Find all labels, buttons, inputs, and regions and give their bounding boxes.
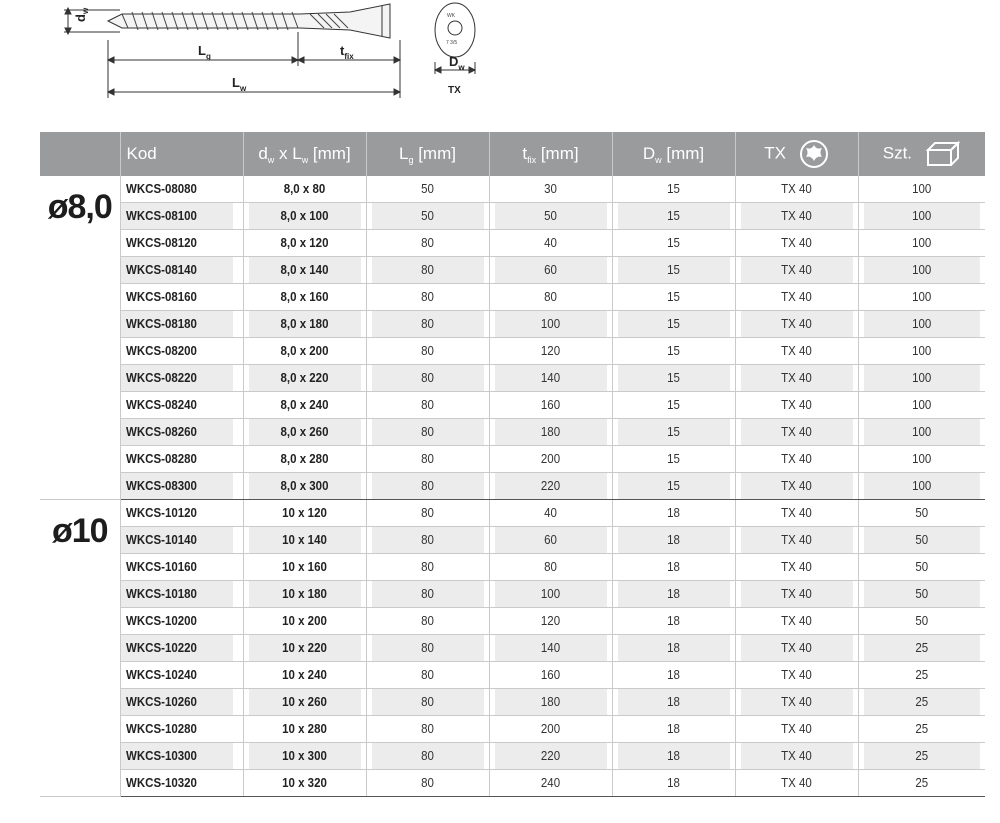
cell-lg: 80 [371, 581, 484, 608]
cell-lg: 80 [371, 716, 484, 743]
cell-tx: TX 40 [740, 176, 853, 203]
table-row [40, 473, 985, 500]
cell-dim: 8,0 x 220 [248, 365, 361, 392]
cell-dim: 8,0 x 80 [248, 176, 361, 203]
diagram-lg-label: L [198, 43, 206, 58]
cell-dw: 15 [617, 230, 730, 257]
cell-dim: 8,0 x 180 [248, 311, 361, 338]
cell-szt: 50 [863, 554, 980, 581]
cell-szt: 100 [863, 392, 980, 419]
cell-szt: 25 [863, 716, 980, 743]
table-row [40, 770, 985, 797]
table-row [40, 554, 985, 581]
cell-tx: TX 40 [740, 770, 853, 797]
table-row [40, 419, 985, 446]
cell-lg: 80 [371, 284, 484, 311]
cell-kod: WKCS-08280 [120, 446, 233, 473]
table-row [40, 500, 985, 527]
cell-lg: 80 [371, 743, 484, 770]
cell-kod: WKCS-10240 [120, 662, 233, 689]
table-row [40, 392, 985, 419]
cell-dim: 8,0 x 200 [248, 338, 361, 365]
cell-dim: 8,0 x 120 [248, 230, 361, 257]
cell-tfix: 120 [494, 338, 607, 365]
cell-kod: WKCS-10320 [120, 770, 233, 797]
cell-lg: 80 [371, 446, 484, 473]
table-row [40, 176, 985, 203]
cell-tfix: 40 [494, 500, 607, 527]
table-row [40, 446, 985, 473]
cell-szt: 25 [863, 770, 980, 797]
cell-tfix: 30 [494, 176, 607, 203]
cell-tx: TX 40 [740, 338, 853, 365]
cell-dw: 15 [617, 392, 730, 419]
cell-dw: 15 [617, 257, 730, 284]
cell-kod: WKCS-10140 [120, 527, 233, 554]
table-row [40, 338, 985, 365]
cell-lg: 80 [371, 473, 484, 500]
cell-tfix: 160 [494, 392, 607, 419]
cell-dim: 10 x 200 [248, 608, 361, 635]
cell-dw: 15 [617, 338, 730, 365]
group-diameter-label: ø8,0 [40, 176, 120, 500]
cell-kod: WKCS-08120 [120, 230, 233, 257]
cell-tx: TX 40 [740, 284, 853, 311]
cell-dim: 10 x 160 [248, 554, 361, 581]
cell-dw: 18 [617, 662, 730, 689]
cell-lg: 80 [371, 392, 484, 419]
header-tx: TX [735, 132, 858, 176]
cell-tx: TX 40 [740, 527, 853, 554]
svg-text:dw [73, 7, 90, 22]
cell-lg: 80 [371, 527, 484, 554]
cell-dim: 10 x 240 [248, 662, 361, 689]
cell-lg: 80 [371, 419, 484, 446]
cell-kod: WKCS-08200 [120, 338, 233, 365]
cell-tx: TX 40 [740, 554, 853, 581]
cell-tx: TX 40 [740, 581, 853, 608]
cell-dw: 15 [617, 311, 730, 338]
cell-dim: 8,0 x 240 [248, 392, 361, 419]
cell-dw: 18 [617, 527, 730, 554]
cell-szt: 100 [863, 257, 980, 284]
cell-szt: 25 [863, 635, 980, 662]
cell-lg: 50 [371, 203, 484, 230]
cell-dim: 8,0 x 100 [248, 203, 361, 230]
diagram-tfix-sub: fix [344, 52, 354, 61]
cell-dw: 15 [617, 473, 730, 500]
cell-dw: 18 [617, 554, 730, 581]
cell-tfix: 40 [494, 230, 607, 257]
table-header-row [40, 132, 985, 176]
cell-kod: WKCS-10280 [120, 716, 233, 743]
cell-szt: 100 [863, 203, 980, 230]
cell-dw: 18 [617, 635, 730, 662]
cell-dw: 18 [617, 743, 730, 770]
cell-lg: 80 [371, 689, 484, 716]
cell-lg: 50 [371, 176, 484, 203]
table-row [40, 311, 985, 338]
table-row [40, 689, 985, 716]
cell-tfix: 140 [494, 365, 607, 392]
diagram-tfix-label: t [340, 43, 345, 58]
cell-szt: 100 [863, 176, 980, 203]
cell-tx: TX 40 [740, 392, 853, 419]
cell-szt: 100 [863, 284, 980, 311]
table-row [40, 365, 985, 392]
table-body [40, 176, 985, 797]
cell-tfix: 100 [494, 581, 607, 608]
cell-kod: WKCS-08260 [120, 419, 233, 446]
table-row [40, 662, 985, 689]
cell-tx: TX 40 [740, 446, 853, 473]
cell-dw: 15 [617, 176, 730, 203]
diagram-lw-sub: w [239, 84, 247, 93]
svg-text:Lw [232, 75, 247, 93]
cell-tfix: 220 [494, 473, 607, 500]
cell-tx: TX 40 [740, 473, 853, 500]
cell-szt: 25 [863, 662, 980, 689]
cell-tx: TX 40 [740, 635, 853, 662]
cell-tfix: 180 [494, 419, 607, 446]
header-dw: $D_w$ [mm] [612, 132, 735, 176]
table-row [40, 716, 985, 743]
cell-szt: 25 [863, 689, 980, 716]
cell-dim: 10 x 260 [248, 689, 361, 716]
cell-dw: 18 [617, 716, 730, 743]
cell-szt: 25 [863, 743, 980, 770]
diagram-head-mark-top: WK [447, 13, 456, 19]
diagram-dw-label: D [449, 54, 459, 69]
cell-szt: 50 [863, 608, 980, 635]
cell-dim: 8,0 x 280 [248, 446, 361, 473]
cell-dim: 8,0 x 140 [248, 257, 361, 284]
cell-tx: TX 40 [740, 230, 853, 257]
table-row [40, 527, 985, 554]
cell-dim: 8,0 x 260 [248, 419, 361, 446]
cell-tx: TX 40 [740, 743, 853, 770]
cell-kod: WKCS-08300 [120, 473, 233, 500]
cell-kod: WKCS-08080 [120, 176, 233, 203]
cell-tx: TX 40 [740, 311, 853, 338]
table-row [40, 230, 985, 257]
svg-text:tfix [340, 43, 354, 61]
cell-kod: WKCS-08100 [120, 203, 233, 230]
cell-dw: 18 [617, 500, 730, 527]
cell-tfix: 160 [494, 662, 607, 689]
cell-tfix: 200 [494, 446, 607, 473]
cell-tfix: 100 [494, 311, 607, 338]
cell-tx: TX 40 [740, 608, 853, 635]
cell-dw: 18 [617, 770, 730, 797]
cell-dim: 10 x 220 [248, 635, 361, 662]
cell-lg: 80 [371, 662, 484, 689]
cell-dw: 15 [617, 203, 730, 230]
cell-lg: 80 [371, 500, 484, 527]
cell-lg: 80 [371, 257, 484, 284]
diagram-lg-sub: g [205, 52, 211, 61]
cell-szt: 100 [863, 311, 980, 338]
cell-lg: 80 [371, 338, 484, 365]
cell-kod: WKCS-08180 [120, 311, 233, 338]
table-row [40, 284, 985, 311]
box-icon [925, 140, 961, 168]
cell-tx: TX 40 [740, 203, 853, 230]
cell-dw: 18 [617, 689, 730, 716]
cell-dw: 15 [617, 446, 730, 473]
diagram-lw-label: L [232, 75, 240, 90]
cell-kod: WKCS-10160 [120, 554, 233, 581]
cell-lg: 80 [371, 365, 484, 392]
svg-text:Lg [198, 43, 211, 61]
cell-tfix: 120 [494, 608, 607, 635]
cell-tx: TX 40 [740, 662, 853, 689]
cell-tfix: 220 [494, 743, 607, 770]
cell-kod: WKCS-10180 [120, 581, 233, 608]
group-diameter-label: ø10 [40, 500, 120, 797]
table-row [40, 257, 985, 284]
diagram-head-mark-bottom: 7 3/5 [446, 40, 458, 46]
cell-tfix: 180 [494, 689, 607, 716]
cell-lg: 80 [371, 608, 484, 635]
diagram-tx-label: TX [448, 85, 461, 96]
cell-tfix: 60 [494, 527, 607, 554]
cell-tx: TX 40 [740, 365, 853, 392]
cell-szt: 100 [863, 365, 980, 392]
cell-kod: WKCS-10200 [120, 608, 233, 635]
diagram-d-label: d [73, 14, 88, 22]
cell-dim: 10 x 120 [248, 500, 361, 527]
table-row [40, 743, 985, 770]
cell-szt: 50 [863, 527, 980, 554]
header-kod: Kod [120, 132, 243, 176]
cell-dw: 18 [617, 581, 730, 608]
cell-szt: 50 [863, 581, 980, 608]
product-table [40, 132, 985, 797]
cell-tfix: 80 [494, 554, 607, 581]
cell-dim: 10 x 280 [248, 716, 361, 743]
cell-dw: 18 [617, 608, 730, 635]
cell-kod: WKCS-10260 [120, 689, 233, 716]
header-lg: $L_g$ [mm] [366, 132, 489, 176]
header-szt: Szt. [858, 132, 985, 176]
cell-szt: 50 [863, 500, 980, 527]
cell-tx: TX 40 [740, 257, 853, 284]
cell-tfix: 50 [494, 203, 607, 230]
cell-kod: WKCS-10220 [120, 635, 233, 662]
cell-kod: WKCS-08240 [120, 392, 233, 419]
table-row [40, 581, 985, 608]
cell-tfix: 240 [494, 770, 607, 797]
cell-tfix: 140 [494, 635, 607, 662]
cell-dw: 15 [617, 419, 730, 446]
cell-lg: 80 [371, 230, 484, 257]
cell-tfix: 60 [494, 257, 607, 284]
diagram-dw-sub: w [458, 63, 465, 72]
cell-kod: WKCS-10300 [120, 743, 233, 770]
cell-lg: 80 [371, 554, 484, 581]
cell-dim: 10 x 180 [248, 581, 361, 608]
table-row [40, 608, 985, 635]
table-row [40, 635, 985, 662]
header-dw-lw: $d_w$ x $L_w$ [mm] [243, 132, 366, 176]
cell-dim: 10 x 300 [248, 743, 361, 770]
cell-szt: 100 [863, 419, 980, 446]
cell-szt: 100 [863, 473, 980, 500]
cell-kod: WKCS-08160 [120, 284, 233, 311]
cell-lg: 80 [371, 635, 484, 662]
cell-tfix: 80 [494, 284, 607, 311]
cell-lg: 80 [371, 311, 484, 338]
cell-szt: 100 [863, 446, 980, 473]
diagram-d-sub: w [81, 7, 90, 15]
cell-dim: 10 x 140 [248, 527, 361, 554]
svg-text:Dw [449, 54, 465, 72]
cell-lg: 80 [371, 770, 484, 797]
cell-tx: TX 40 [740, 419, 853, 446]
cell-dim: 8,0 x 160 [248, 284, 361, 311]
cell-kod: WKCS-10120 [120, 500, 233, 527]
cell-kod: WKCS-08140 [120, 257, 233, 284]
table-row [40, 203, 985, 230]
cell-dw: 15 [617, 284, 730, 311]
cell-dw: 15 [617, 365, 730, 392]
cell-szt: 100 [863, 230, 980, 257]
cell-dim: 10 x 320 [248, 770, 361, 797]
cell-kod: WKCS-08220 [120, 365, 233, 392]
cell-tx: TX 40 [740, 716, 853, 743]
screw-diagram [60, 0, 520, 110]
cell-tx: TX 40 [740, 500, 853, 527]
cell-tx: TX 40 [740, 689, 853, 716]
cell-dim: 8,0 x 300 [248, 473, 361, 500]
torx-icon [799, 139, 829, 169]
cell-tfix: 200 [494, 716, 607, 743]
header-group [40, 132, 120, 176]
cell-szt: 100 [863, 338, 980, 365]
header-tfix: $t_{fix}$ [mm] [489, 132, 612, 176]
product-table-wrap [40, 132, 985, 797]
